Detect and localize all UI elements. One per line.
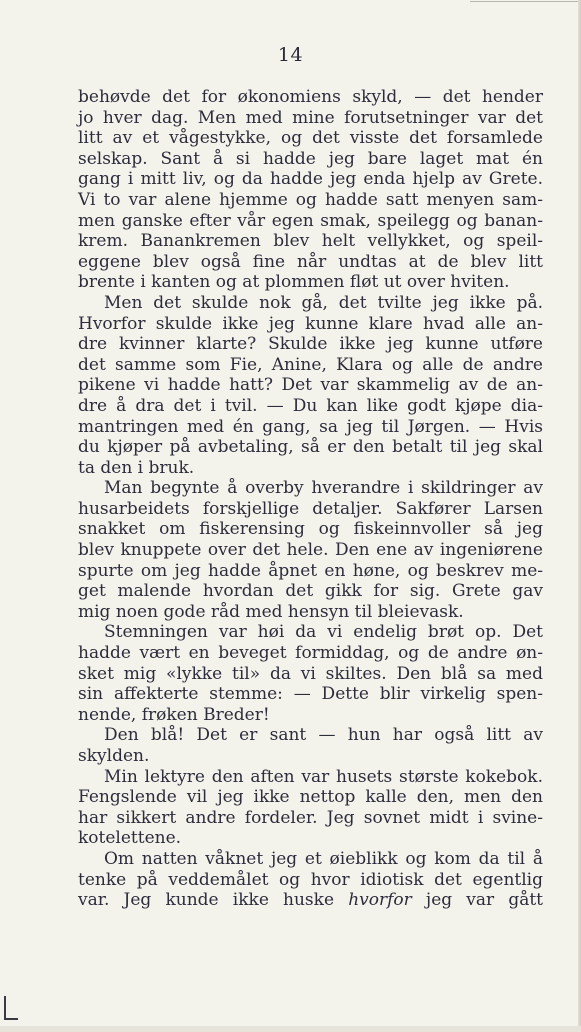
text-line: gang i mitt liv, og da hadde jeg enda hjelp av Grete. [78, 169, 543, 190]
text-line: Vi to var alene hjemme og hadde satt menyen sam- [78, 189, 543, 210]
page-bottom-edge [0, 1026, 581, 1032]
text-line: Fengslende vil jeg ikke nettop kalle den, men den [78, 787, 543, 808]
body-text [78, 87, 543, 911]
text-line: nende, frøken Breder! [78, 704, 270, 725]
text-line: behøvde det for økonomiens skyld, — det hender [78, 87, 543, 107]
text-line: Den blå! Det er sant — hun har også litt av [104, 725, 543, 746]
text-line: eggene blev også fine når undtas at de blev litt [78, 251, 543, 272]
text-line: dre kvinner klarte? Skulde ikke jeg kunne utføre [78, 334, 543, 355]
text-line: husarbeidets forskjellige detaljer. Sakfører Larsen [78, 498, 543, 519]
text-line: Min lektyre den aften var husets største kokebok. [104, 766, 543, 787]
text-line: sin affekterte stemme: — Dette blir virkelig spen- [78, 684, 543, 705]
text-line: ta den i bruk. [78, 457, 195, 478]
text-line: brente i kanten og at plommen fløt ut over hviten. [78, 272, 510, 293]
text-line: jo hver dag. Men med mine forutsetninger var det [78, 107, 543, 128]
text-line: spurte om jeg hadde åpnet en høne, og beskrev me- [78, 560, 543, 581]
text-line: du kjøper på avbetaling, så er den betalt til jeg skal [78, 437, 543, 458]
text-line: Men det skulde nok gå, det tvilte jeg ikke på. [104, 292, 543, 313]
text-line: selskap. Sant å si hadde jeg bare laget mat én [78, 148, 543, 169]
text-line: Hvorfor skulde ikke jeg kunne klare hvad alle an- [78, 313, 543, 334]
text-line: men ganske efter vår egen smak, speilegg og banan- [78, 210, 543, 231]
text-line: har sikkert andre fordeler. Jeg sovnet midt i svine- [78, 807, 543, 828]
text-line: Stemningen var høi da vi endelig brøt op. Det [104, 622, 543, 643]
page-number: 14 [277, 44, 304, 66]
text-line: snakket om fiskerensing og fiskeinnvoller så jeg [78, 519, 543, 540]
text-line: get malende hvordan det gikk for sig. Grete gav [78, 581, 543, 602]
text-fragment: jeg var gått [411, 890, 543, 911]
text-line: litt av et vågestykke, og det visste det forsamlede [78, 128, 543, 149]
text-line: Man begynte å overby hverandre i skildringer av [104, 478, 543, 499]
italic-word: hvorfor [348, 890, 412, 911]
text-line: blev knuppete over det hele. Den ene av ingeniørene [78, 540, 543, 561]
text-line: tenke på veddemålet og hvor idiotisk det egentlig [78, 869, 543, 890]
text-line: pikene vi hadde hatt? Det var skammelig av de an- [78, 375, 543, 396]
text-line: kotelettene. [78, 828, 182, 849]
text-line: dre å dra det i tvil. — Du kan like godt kjøpe dia- [78, 395, 543, 416]
text-line: sket mig «lykke til» da vi skiltes. Den blå sa med [78, 663, 543, 684]
text-fragment: var. Jeg kunde ikke huske [78, 890, 349, 911]
binding-mark [4, 996, 18, 1020]
text-line-final [78, 890, 543, 911]
top-edge-rule [470, 1, 581, 2]
text-line: Om natten våknet jeg et øieblikk og kom da til å [104, 848, 543, 869]
text-line: skylden. [78, 746, 150, 766]
text-line: det samme som Fie, Anine, Klara og alle de andre [78, 354, 543, 375]
text-line: krem. Banankremen blev helt vellykket, og speil- [78, 231, 543, 252]
text-line: hadde vært en beveget formiddag, og de andre øn- [78, 643, 543, 664]
text-line: mantringen med én gang, sa jeg til Jørgen. — Hvis [78, 416, 543, 437]
text-line: mig noen gode råd med hensyn til bleievask. [78, 601, 464, 622]
